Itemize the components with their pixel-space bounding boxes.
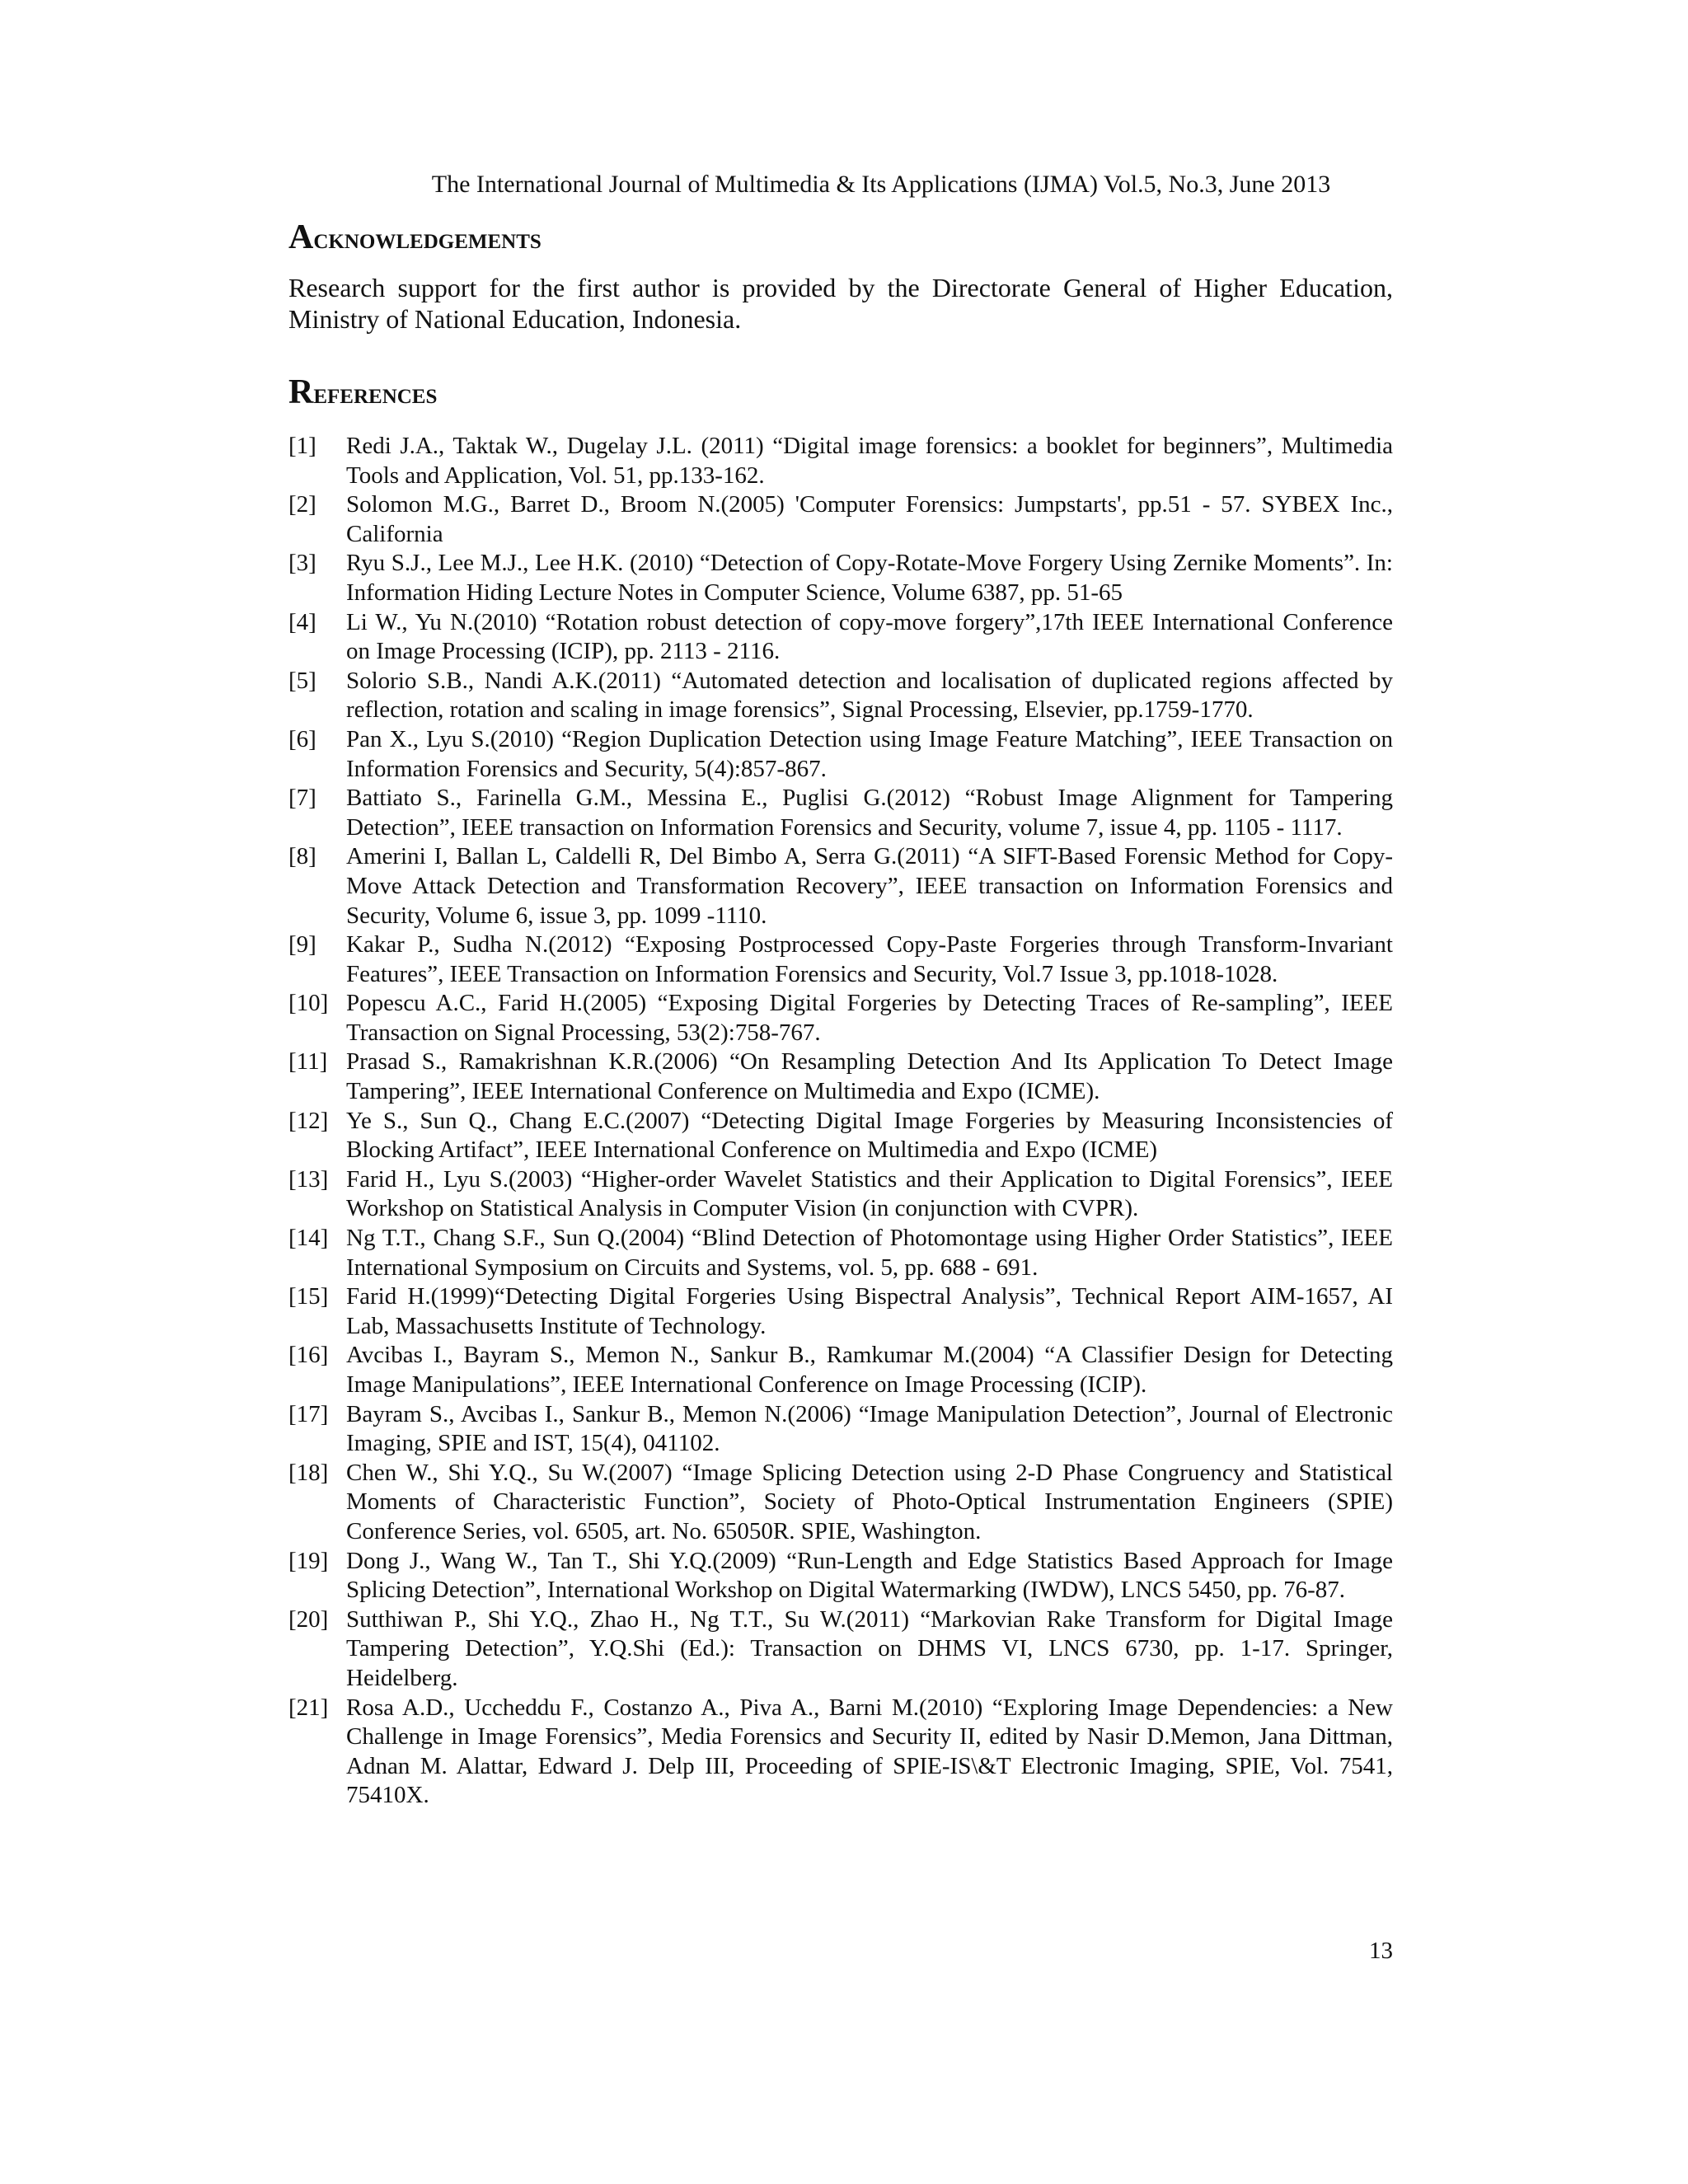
reference-text: Solorio S.B., Nandi A.K.(2011) “Automated detection and localisation of duplicated regions affected by reflection, rotation and scaling in image forensics”, Signal Processing, Elsevier, pp.1759-1770. [346, 667, 1393, 724]
reference-item [288, 1047, 1393, 1106]
reference-item [288, 667, 1393, 725]
reference-number: [14] [288, 1225, 329, 1252]
reference-item [288, 490, 1393, 549]
reference-text: Ng T.T., Chang S.F., Sun Q.(2004) “Blind Detection of Photomontage using Higher Order Statistics”, IEEE International Symposium on Circuits and Systems, vol. 5, pp. 688 - 691. [346, 1225, 1393, 1281]
acknowledgements-heading [288, 219, 1393, 257]
reference-text: Bayram S., Avcibas I., Sankur B., Memon N.(2006) “Image Manipulation Detection”, Journal of Electronic Imaging, SPIE and IST, 15(4), 041102. [346, 1400, 1393, 1457]
reference-item [288, 1282, 1393, 1341]
acknowledgements-text: Research support for the first author is provided by the Directorate General of Higher Education, Ministry of National Education, Indonesia. [288, 273, 1393, 334]
reference-text: Pan X., Lyu S.(2010) “Region Duplication Detection using Image Feature Matching”, IEEE Transaction on Information Forensics and Security, 5(4):857-867. [346, 725, 1393, 782]
reference-item [288, 1224, 1393, 1282]
reference-number: [13] [288, 1165, 329, 1193]
reference-text: Ryu S.J., Lee M.J., Lee H.K. (2010) “Detection of Copy-Rotate-Move Forgery Using Zernike Moments”. In: Information Hiding Lecture Notes in Computer Science, Volume 6387, pp. 51-65 [346, 550, 1393, 606]
reference-text: Redi J.A., Taktak W., Dugelay J.L. (2011) “Digital image forensics: a booklet for beginners”, Multimedia Tools and Application, Vol. 51, pp.133-162. [346, 433, 1393, 489]
reference-number: [17] [288, 1400, 329, 1427]
reference-item [288, 1341, 1393, 1399]
reference-item [288, 930, 1393, 989]
reference-item [288, 1605, 1393, 1694]
reference-number: [1] [288, 433, 316, 459]
reference-item [288, 1459, 1393, 1547]
reference-text: Rosa A.D., Uccheddu F., Costanzo A., Piva A., Barni M.(2010) “Exploring Image Dependencies: a New Challenge in Image Forensics”, Media Forensics and Security II, edited by Nasir D.Memon, Jana Dittman, Adnan M. Alattar, Edward J. Delp III, Proceeding of SPIE-IS\&T Electronic Imaging, SPIE, Vol. 7541, 75410X. [346, 1694, 1393, 1809]
reference-item [288, 784, 1393, 842]
reference-list [288, 432, 1393, 1811]
reference-number: [5] [288, 667, 316, 694]
reference-item [288, 842, 1393, 930]
reference-number: [19] [288, 1547, 329, 1574]
references-heading-rest: eferences [313, 377, 438, 410]
reference-number: [20] [288, 1605, 329, 1633]
reference-item [288, 725, 1393, 784]
reference-item [288, 1165, 1393, 1224]
reference-item [288, 1400, 1393, 1459]
reference-number: [9] [288, 931, 316, 958]
reference-text: Amerini I, Ballan L, Caldelli R, Del Bimbo A, Serra G.(2011) “A SIFT-Based Forensic Method for Copy-Move Attack Detection and Transformation Recovery”, IEEE transaction on Information Forensics and Security, Volume 6, issue 3, pp. 1099 -1110. [346, 843, 1393, 929]
reference-number: [11] [288, 1048, 328, 1076]
running-header: The International Journal of Multimedia & Its Applications (IJMA) Vol.5, No.3, June 2013 [431, 171, 1331, 198]
reference-text: Farid H., Lyu S.(2003) “Higher-order Wavelet Statistics and their Application to Digital Forensics”, IEEE Workshop on Statistical Analysis in Computer Vision (in conjunction with CVPR). [346, 1165, 1393, 1222]
acknowledgements-heading-rest: cknowledgements [313, 223, 542, 255]
reference-text: Sutthiwan P., Shi Y.Q., Zhao H., Ng T.T., Su W.(2011) “Markovian Rake Transform for Digital Image Tampering Detection”, Y.Q.Shi (Ed.): Transaction on DHMS VI, LNCS 6730, pp. 1-17. Springer, Heidelberg. [346, 1605, 1393, 1691]
reference-text: Kakar P., Sudha N.(2012) “Exposing Postprocessed Copy-Paste Forgeries through Transform-Invariant Features”, IEEE Transaction on Information Forensics and Security, Vol.7 Issue 3, pp.1018-1028. [346, 931, 1393, 987]
reference-number: [4] [288, 608, 316, 635]
reference-text: Popescu A.C., Farid H.(2005) “Exposing Digital Forgeries by Detecting Traces of Re-sampling”, IEEE Transaction on Signal Processing, 53(2):758-767. [346, 990, 1393, 1046]
reference-number: [21] [288, 1694, 329, 1721]
reference-text: Ye S., Sun Q., Chang E.C.(2007) “Detecting Digital Image Forgeries by Measuring Inconsistencies of Blocking Artifact”, IEEE International Conference on Multimedia and Expo (ICME) [346, 1107, 1393, 1164]
reference-text: Dong J., Wang W., Tan T., Shi Y.Q.(2009) “Run-Length and Edge Statistics Based Approach for Image Splicing Detection”, International Workshop on Digital Watermarking (IWDW), LNCS 5450, pp. 76-87. [346, 1547, 1393, 1604]
references-heading [288, 374, 1393, 412]
page-content [288, 219, 1393, 1811]
reference-item [288, 432, 1393, 490]
reference-item [288, 1694, 1393, 1811]
reference-number: [3] [288, 550, 316, 577]
reference-item [288, 549, 1393, 607]
references-heading-initial: R [288, 373, 314, 411]
reference-number: [10] [288, 990, 329, 1017]
reference-text: Farid H.(1999)“Detecting Digital Forgeries Using Bispectral Analysis”, Technical Report AIM-1657, AI Lab, Massachusetts Institute of Technology. [346, 1283, 1393, 1339]
reference-number: [16] [288, 1342, 329, 1369]
reference-item [288, 1547, 1393, 1605]
reference-number: [15] [288, 1283, 329, 1310]
reference-number: [12] [288, 1107, 329, 1134]
reference-text: Prasad S., Ramakrishnan K.R.(2006) “On Resampling Detection And Its Application To Detect Image Tampering”, IEEE International Conference on Multimedia and Expo (ICME). [346, 1048, 1393, 1105]
reference-text: Solomon M.G., Barret D., Broom N.(2005) 'Computer Forensics: Jumpstarts', pp.51 - 57. SYBEX Inc., California [346, 491, 1393, 547]
reference-number: [2] [288, 491, 316, 518]
reference-item [288, 989, 1393, 1047]
reference-item [288, 608, 1393, 667]
reference-number: [6] [288, 725, 316, 752]
page-number: 13 [1369, 1938, 1393, 1964]
reference-number: [8] [288, 843, 316, 870]
reference-item [288, 1107, 1393, 1165]
reference-text: Battiato S., Farinella G.M., Messina E., Puglisi G.(2012) “Robust Image Alignment for Tampering Detection”, IEEE transaction on Information Forensics and Security, volume 7, issue 4, pp. 1105 - 1117. [346, 785, 1393, 841]
reference-text: Li W., Yu N.(2010) “Rotation robust detection of copy-move forgery”,17th IEEE International Conference on Image Processing (ICIP), pp. 2113 - 2116. [346, 608, 1393, 665]
reference-text: Avcibas I., Bayram S., Memon N., Sankur B., Ramkumar M.(2004) “A Classifier Design for Detecting Image Manipulations”, IEEE International Conference on Image Processing (ICIP). [346, 1342, 1393, 1398]
reference-number: [7] [288, 785, 316, 812]
reference-text: Chen W., Shi Y.Q., Su W.(2007) “Image Splicing Detection using 2-D Phase Congruency and Statistical Moments of Characteristic Function”, Society of Photo-Optical Instrumentation Engineers (SPIE) Conference Series, vol. 6505, art. No. 65050R. SPIE, Washington. [346, 1459, 1393, 1544]
acknowledgements-heading-initial: A [288, 218, 314, 256]
reference-number: [18] [288, 1459, 329, 1486]
